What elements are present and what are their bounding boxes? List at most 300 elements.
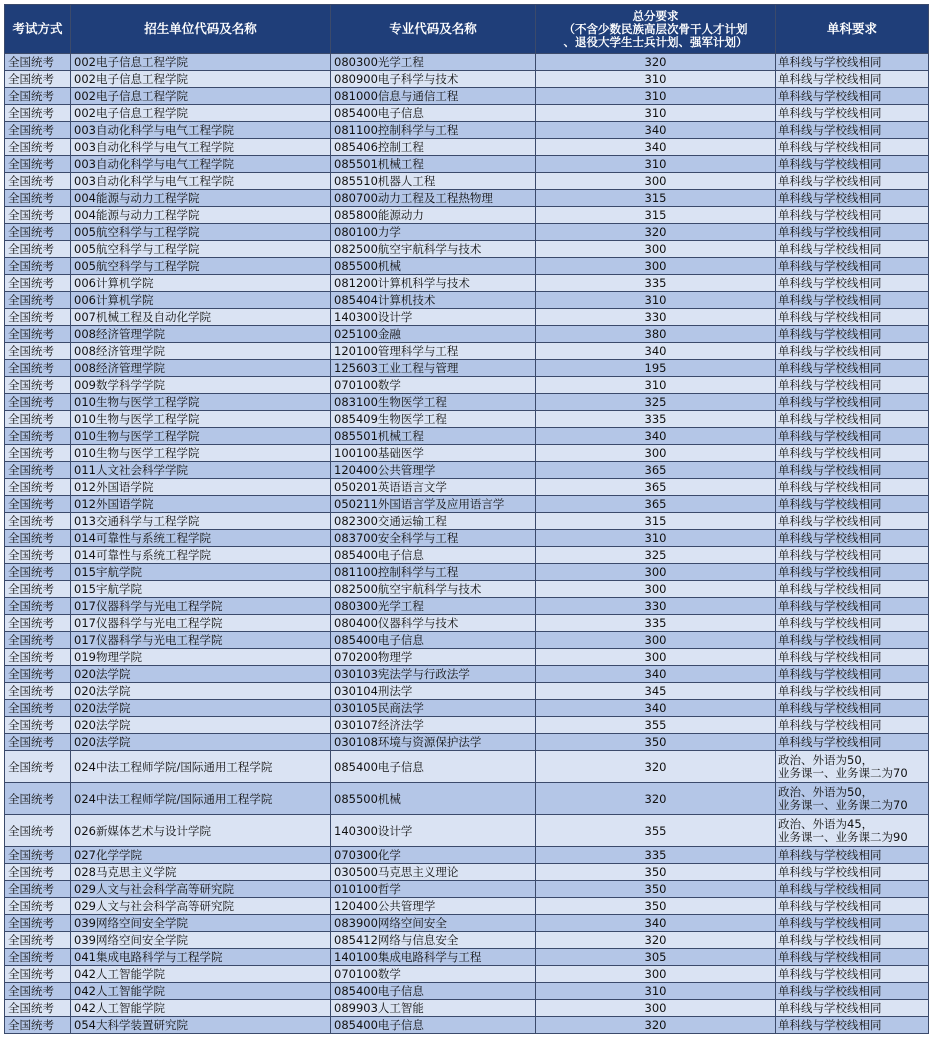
cell-total-score[interactable]: 315 bbox=[536, 513, 776, 530]
cell-exam-method[interactable]: 全国统考 bbox=[5, 479, 71, 496]
cell-major[interactable]: 070300化学 bbox=[331, 847, 536, 864]
cell-single-subject[interactable] bbox=[776, 224, 929, 241]
cell-unit[interactable]: 020法学院 bbox=[71, 717, 331, 734]
cell-unit[interactable]: 006计算机学院 bbox=[71, 292, 331, 309]
cell-total-score[interactable]: 340 bbox=[536, 122, 776, 139]
cell-total-score[interactable]: 320 bbox=[536, 751, 776, 783]
cell-unit[interactable]: 042人工智能学院 bbox=[71, 1000, 331, 1017]
cell-exam-method[interactable]: 全国统考 bbox=[5, 564, 71, 581]
cell-single-subject[interactable] bbox=[776, 105, 929, 122]
cell-exam-method[interactable]: 全国统考 bbox=[5, 649, 71, 666]
cell-major[interactable]: 085501机械工程 bbox=[331, 428, 536, 445]
cell-single-subject[interactable] bbox=[776, 496, 929, 513]
cell-total-score[interactable]: 380 bbox=[536, 326, 776, 343]
cell-total-score[interactable]: 310 bbox=[536, 377, 776, 394]
cell-exam-method[interactable]: 全国统考 bbox=[5, 683, 71, 700]
cell-unit[interactable]: 008经济管理学院 bbox=[71, 360, 331, 377]
cell-exam-method[interactable]: 全国统考 bbox=[5, 275, 71, 292]
cell-major[interactable]: 081100控制科学与工程 bbox=[331, 122, 536, 139]
cell-major[interactable]: 085404计算机技术 bbox=[331, 292, 536, 309]
cell-exam-method[interactable]: 全国统考 bbox=[5, 632, 71, 649]
cell-major[interactable]: 080100力学 bbox=[331, 224, 536, 241]
single-subject-line: 单科线与学校线相同 bbox=[778, 292, 882, 307]
cell-single-subject[interactable] bbox=[776, 864, 929, 881]
cell-unit[interactable]: 054大科学装置研究院 bbox=[71, 1017, 331, 1034]
cell-total-score[interactable]: 320 bbox=[536, 224, 776, 241]
cell-unit[interactable]: 012外国语学院 bbox=[71, 479, 331, 496]
cell-total-score[interactable]: 355 bbox=[536, 815, 776, 847]
cell-single-subject[interactable] bbox=[776, 547, 929, 564]
cell-exam-method[interactable]: 全国统考 bbox=[5, 462, 71, 479]
cell-major[interactable]: 010100哲学 bbox=[331, 881, 536, 898]
cell-total-score[interactable]: 355 bbox=[536, 717, 776, 734]
cell-major[interactable]: 030108环境与资源保护法学 bbox=[331, 734, 536, 751]
cell-major[interactable]: 050211外国语言学及应用语言学 bbox=[331, 496, 536, 513]
cell-unit[interactable]: 007机械工程及自动化学院 bbox=[71, 309, 331, 326]
cell-unit[interactable]: 002电子信息工程学院 bbox=[71, 54, 331, 71]
table-row bbox=[5, 326, 929, 343]
cell-single-subject[interactable] bbox=[776, 649, 929, 666]
cell-major[interactable]: 050201英语语言文学 bbox=[331, 479, 536, 496]
cell-exam-method[interactable]: 全国统考 bbox=[5, 783, 71, 815]
cell-unit[interactable]: 039网络空间安全学院 bbox=[71, 915, 331, 932]
single-subject-line: 单科线与学校线相同 bbox=[778, 966, 882, 981]
cell-major[interactable]: 030105民商法学 bbox=[331, 700, 536, 717]
table-row bbox=[5, 966, 929, 983]
cell-major[interactable]: 120100管理科学与工程 bbox=[331, 343, 536, 360]
cell-unit[interactable]: 003自动化科学与电气工程学院 bbox=[71, 173, 331, 190]
cell-major[interactable]: 085501机械工程 bbox=[331, 156, 536, 173]
cell-exam-method[interactable]: 全国统考 bbox=[5, 343, 71, 360]
cell-total-score[interactable]: 350 bbox=[536, 864, 776, 881]
cell-unit[interactable]: 039网络空间安全学院 bbox=[71, 932, 331, 949]
cell-unit[interactable]: 014可靠性与系统工程学院 bbox=[71, 530, 331, 547]
cell-total-score[interactable]: 320 bbox=[536, 783, 776, 815]
cell-exam-method[interactable]: 全国统考 bbox=[5, 309, 71, 326]
cell-major[interactable]: 140300设计学 bbox=[331, 309, 536, 326]
cell-single-subject[interactable] bbox=[776, 173, 929, 190]
cell-unit[interactable]: 020法学院 bbox=[71, 683, 331, 700]
cell-unit[interactable]: 008经济管理学院 bbox=[71, 326, 331, 343]
cell-exam-method[interactable]: 全国统考 bbox=[5, 547, 71, 564]
cell-single-subject[interactable] bbox=[776, 847, 929, 864]
cell-unit[interactable]: 003自动化科学与电气工程学院 bbox=[71, 139, 331, 156]
cell-total-score[interactable]: 340 bbox=[536, 343, 776, 360]
cell-major[interactable]: 030107经济法学 bbox=[331, 717, 536, 734]
cell-total-score[interactable]: 335 bbox=[536, 847, 776, 864]
cell-exam-method[interactable]: 全国统考 bbox=[5, 71, 71, 88]
cell-single-subject[interactable] bbox=[776, 700, 929, 717]
cell-unit[interactable]: 009数学科学学院 bbox=[71, 377, 331, 394]
cell-unit[interactable]: 020法学院 bbox=[71, 700, 331, 717]
single-subject-line: 政治、外语为50， bbox=[778, 784, 874, 799]
cell-single-subject[interactable] bbox=[776, 88, 929, 105]
cell-total-score[interactable]: 315 bbox=[536, 190, 776, 207]
table-row bbox=[5, 547, 929, 564]
cell-unit[interactable]: 010生物与医学工程学院 bbox=[71, 394, 331, 411]
cell-exam-method[interactable]: 全国统考 bbox=[5, 360, 71, 377]
cell-exam-method[interactable]: 全国统考 bbox=[5, 394, 71, 411]
single-subject-line: 单科线与学校线相同 bbox=[778, 326, 882, 341]
cell-unit[interactable]: 027化学学院 bbox=[71, 847, 331, 864]
cell-total-score[interactable]: 350 bbox=[536, 734, 776, 751]
cell-total-score[interactable]: 365 bbox=[536, 479, 776, 496]
cell-unit[interactable]: 005航空科学与工程学院 bbox=[71, 241, 331, 258]
header-unit[interactable]: 招生单位代码及名称 bbox=[71, 5, 331, 54]
cell-exam-method[interactable]: 全国统考 bbox=[5, 615, 71, 632]
cell-unit[interactable]: 011人文社会科学学院 bbox=[71, 462, 331, 479]
cell-unit[interactable]: 003自动化科学与电气工程学院 bbox=[71, 156, 331, 173]
cell-exam-method[interactable]: 全国统考 bbox=[5, 513, 71, 530]
table-body bbox=[5, 54, 929, 1034]
cell-single-subject[interactable] bbox=[776, 783, 929, 815]
single-subject-line: 单科线与学校线相同 bbox=[778, 1000, 882, 1015]
cell-total-score[interactable]: 310 bbox=[536, 983, 776, 1000]
cell-exam-method[interactable]: 全国统考 bbox=[5, 258, 71, 275]
cell-unit[interactable]: 020法学院 bbox=[71, 666, 331, 683]
cell-unit[interactable]: 006计算机学院 bbox=[71, 275, 331, 292]
single-subject-line: 单科线与学校线相同 bbox=[778, 122, 882, 137]
cell-unit[interactable]: 042人工智能学院 bbox=[71, 983, 331, 1000]
cell-single-subject[interactable] bbox=[776, 292, 929, 309]
cell-exam-method[interactable]: 全国统考 bbox=[5, 734, 71, 751]
cell-single-subject[interactable] bbox=[776, 615, 929, 632]
cell-single-subject[interactable] bbox=[776, 683, 929, 700]
cell-exam-method[interactable]: 全国统考 bbox=[5, 224, 71, 241]
cell-exam-method[interactable]: 全国统考 bbox=[5, 864, 71, 881]
cell-unit[interactable]: 020法学院 bbox=[71, 734, 331, 751]
cell-unit[interactable]: 005航空科学与工程学院 bbox=[71, 224, 331, 241]
cell-total-score[interactable]: 325 bbox=[536, 394, 776, 411]
cell-single-subject[interactable] bbox=[776, 428, 929, 445]
cell-exam-method[interactable]: 全国统考 bbox=[5, 139, 71, 156]
cell-total-score[interactable]: 310 bbox=[536, 105, 776, 122]
cell-single-subject[interactable] bbox=[776, 598, 929, 615]
cell-major[interactable]: 085400电子信息 bbox=[331, 751, 536, 783]
cell-single-subject[interactable] bbox=[776, 717, 929, 734]
header-major[interactable]: 专业代码及名称 bbox=[331, 5, 536, 54]
cell-unit[interactable]: 003自动化科学与电气工程学院 bbox=[71, 122, 331, 139]
cell-single-subject[interactable] bbox=[776, 581, 929, 598]
cell-exam-method[interactable]: 全国统考 bbox=[5, 292, 71, 309]
cell-single-subject[interactable] bbox=[776, 377, 929, 394]
cell-major[interactable]: 085500机械 bbox=[331, 783, 536, 815]
cell-major[interactable]: 085412网络与信息安全 bbox=[331, 932, 536, 949]
cell-exam-method[interactable]: 全国统考 bbox=[5, 717, 71, 734]
cell-exam-method[interactable]: 全国统考 bbox=[5, 966, 71, 983]
cell-major[interactable]: 085510机器人工程 bbox=[331, 173, 536, 190]
cell-unit[interactable]: 015宇航学院 bbox=[71, 581, 331, 598]
cell-total-score[interactable]: 320 bbox=[536, 54, 776, 71]
cell-single-subject[interactable] bbox=[776, 122, 929, 139]
cell-single-subject[interactable] bbox=[776, 241, 929, 258]
cell-exam-method[interactable]: 全国统考 bbox=[5, 666, 71, 683]
cell-exam-method[interactable]: 全国统考 bbox=[5, 122, 71, 139]
single-subject-line: 单科线与学校线相同 bbox=[778, 581, 882, 596]
cell-exam-method[interactable]: 全国统考 bbox=[5, 54, 71, 71]
cell-total-score[interactable]: 300 bbox=[536, 241, 776, 258]
cell-unit[interactable]: 029人文与社会科学高等研究院 bbox=[71, 881, 331, 898]
cell-major[interactable]: 080700动力工程及工程热物理 bbox=[331, 190, 536, 207]
cell-exam-method[interactable]: 全国统考 bbox=[5, 881, 71, 898]
cell-major[interactable]: 085500机械 bbox=[331, 258, 536, 275]
cell-unit[interactable]: 010生物与医学工程学院 bbox=[71, 445, 331, 462]
cell-major[interactable]: 085800能源动力 bbox=[331, 207, 536, 224]
cell-unit[interactable]: 029人文与社会科学高等研究院 bbox=[71, 898, 331, 915]
cell-single-subject[interactable] bbox=[776, 207, 929, 224]
cell-major[interactable]: 085400电子信息 bbox=[331, 547, 536, 564]
cell-single-subject[interactable] bbox=[776, 734, 929, 751]
cell-unit[interactable]: 014可靠性与系统工程学院 bbox=[71, 547, 331, 564]
single-subject-line: 单科线与学校线相同 bbox=[778, 864, 882, 879]
cell-single-subject[interactable] bbox=[776, 513, 929, 530]
cell-single-subject[interactable] bbox=[776, 815, 929, 847]
cell-total-score[interactable]: 345 bbox=[536, 683, 776, 700]
table-row bbox=[5, 343, 929, 360]
cell-single-subject[interactable] bbox=[776, 751, 929, 783]
cell-exam-method[interactable]: 全国统考 bbox=[5, 326, 71, 343]
cell-single-subject[interactable] bbox=[776, 326, 929, 343]
cell-total-score[interactable]: 315 bbox=[536, 207, 776, 224]
cell-total-score[interactable]: 320 bbox=[536, 932, 776, 949]
cell-single-subject[interactable] bbox=[776, 666, 929, 683]
cell-unit[interactable]: 008经济管理学院 bbox=[71, 343, 331, 360]
cell-total-score[interactable]: 325 bbox=[536, 547, 776, 564]
cell-exam-method[interactable]: 全国统考 bbox=[5, 190, 71, 207]
cell-unit[interactable]: 028马克思主义学院 bbox=[71, 864, 331, 881]
cell-single-subject[interactable] bbox=[776, 1017, 929, 1034]
cell-exam-method[interactable]: 全国统考 bbox=[5, 898, 71, 915]
cell-total-score[interactable]: 340 bbox=[536, 428, 776, 445]
cell-major[interactable]: 083700安全科学与工程 bbox=[331, 530, 536, 547]
cell-single-subject[interactable] bbox=[776, 479, 929, 496]
cell-unit[interactable]: 017仪器科学与光电工程学院 bbox=[71, 632, 331, 649]
cell-major[interactable]: 070100数学 bbox=[331, 966, 536, 983]
cell-major[interactable]: 081100控制科学与工程 bbox=[331, 564, 536, 581]
cell-total-score[interactable]: 300 bbox=[536, 445, 776, 462]
cell-unit[interactable]: 010生物与医学工程学院 bbox=[71, 428, 331, 445]
cell-total-score[interactable]: 350 bbox=[536, 881, 776, 898]
cell-major[interactable]: 082500航空宇航科学与技术 bbox=[331, 241, 536, 258]
cell-total-score[interactable]: 300 bbox=[536, 1000, 776, 1017]
cell-major[interactable]: 089903人工智能 bbox=[331, 1000, 536, 1017]
cell-total-score[interactable]: 340 bbox=[536, 915, 776, 932]
cell-single-subject[interactable] bbox=[776, 1000, 929, 1017]
cell-total-score[interactable]: 340 bbox=[536, 700, 776, 717]
cell-single-subject[interactable] bbox=[776, 139, 929, 156]
cell-major[interactable]: 085400电子信息 bbox=[331, 105, 536, 122]
cell-major[interactable]: 085400电子信息 bbox=[331, 983, 536, 1000]
cell-total-score[interactable]: 300 bbox=[536, 649, 776, 666]
cell-major[interactable]: 030103宪法学与行政法学 bbox=[331, 666, 536, 683]
cell-major[interactable]: 082300交通运输工程 bbox=[331, 513, 536, 530]
cell-unit[interactable]: 024中法工程师学院/国际通用工程学院 bbox=[71, 783, 331, 815]
cell-total-score[interactable]: 335 bbox=[536, 411, 776, 428]
cell-unit[interactable]: 004能源与动力工程学院 bbox=[71, 207, 331, 224]
cell-total-score[interactable]: 365 bbox=[536, 496, 776, 513]
cell-major[interactable]: 081000信息与通信工程 bbox=[331, 88, 536, 105]
cell-major[interactable]: 085400电子信息 bbox=[331, 1017, 536, 1034]
cell-total-score[interactable]: 310 bbox=[536, 88, 776, 105]
cell-unit[interactable]: 002电子信息工程学院 bbox=[71, 71, 331, 88]
cell-single-subject[interactable] bbox=[776, 949, 929, 966]
cell-exam-method[interactable]: 全国统考 bbox=[5, 156, 71, 173]
cell-total-score[interactable]: 305 bbox=[536, 949, 776, 966]
cell-exam-method[interactable]: 全国统考 bbox=[5, 173, 71, 190]
cell-single-subject[interactable] bbox=[776, 71, 929, 88]
single-subject-line: 政治、外语为50， bbox=[778, 752, 874, 767]
cell-exam-method[interactable]: 全国统考 bbox=[5, 377, 71, 394]
cell-major[interactable]: 085400电子信息 bbox=[331, 632, 536, 649]
cell-exam-method[interactable]: 全国统考 bbox=[5, 530, 71, 547]
cell-total-score[interactable]: 300 bbox=[536, 173, 776, 190]
cell-exam-method[interactable]: 全国统考 bbox=[5, 445, 71, 462]
cell-total-score[interactable]: 340 bbox=[536, 666, 776, 683]
cell-single-subject[interactable] bbox=[776, 394, 929, 411]
single-subject-line: 单科线与学校线相同 bbox=[778, 343, 882, 358]
cell-single-subject[interactable] bbox=[776, 445, 929, 462]
cell-total-score[interactable]: 320 bbox=[536, 1017, 776, 1034]
cell-exam-method[interactable]: 全国统考 bbox=[5, 496, 71, 513]
cell-unit[interactable]: 012外国语学院 bbox=[71, 496, 331, 513]
cell-major[interactable]: 081200计算机科学与技术 bbox=[331, 275, 536, 292]
cell-major[interactable]: 080400仪器科学与技术 bbox=[331, 615, 536, 632]
cell-total-score[interactable]: 310 bbox=[536, 71, 776, 88]
cell-unit[interactable]: 002电子信息工程学院 bbox=[71, 105, 331, 122]
cell-major[interactable]: 120400公共管理学 bbox=[331, 462, 536, 479]
cell-single-subject[interactable] bbox=[776, 564, 929, 581]
cell-total-score[interactable]: 300 bbox=[536, 564, 776, 581]
cell-major[interactable]: 083100生物医学工程 bbox=[331, 394, 536, 411]
header-exam-method[interactable]: 考试方式 bbox=[5, 5, 71, 54]
cell-single-subject[interactable] bbox=[776, 309, 929, 326]
cell-exam-method[interactable]: 全国统考 bbox=[5, 428, 71, 445]
cell-exam-method[interactable]: 全国统考 bbox=[5, 700, 71, 717]
cell-unit[interactable]: 024中法工程师学院/国际通用工程学院 bbox=[71, 751, 331, 783]
cell-total-score[interactable]: 365 bbox=[536, 462, 776, 479]
cell-total-score[interactable]: 195 bbox=[536, 360, 776, 377]
cell-single-subject[interactable] bbox=[776, 966, 929, 983]
cell-unit[interactable]: 042人工智能学院 bbox=[71, 966, 331, 983]
cell-exam-method[interactable]: 全国统考 bbox=[5, 751, 71, 783]
cell-major[interactable]: 085406控制工程 bbox=[331, 139, 536, 156]
cell-major[interactable]: 120400公共管理学 bbox=[331, 898, 536, 915]
cell-exam-method[interactable]: 全国统考 bbox=[5, 932, 71, 949]
header-single-subject[interactable]: 单科要求 bbox=[776, 5, 929, 54]
cell-exam-method[interactable]: 全国统考 bbox=[5, 847, 71, 864]
cell-major[interactable]: 140100集成电路科学与工程 bbox=[331, 949, 536, 966]
cell-single-subject[interactable] bbox=[776, 190, 929, 207]
cell-total-score[interactable]: 300 bbox=[536, 966, 776, 983]
table-row bbox=[5, 105, 929, 122]
cell-exam-method[interactable]: 全国统考 bbox=[5, 105, 71, 122]
cell-single-subject[interactable] bbox=[776, 530, 929, 547]
cell-major[interactable]: 083900网络空间安全 bbox=[331, 915, 536, 932]
cell-single-subject[interactable] bbox=[776, 632, 929, 649]
cell-total-score[interactable]: 310 bbox=[536, 156, 776, 173]
cell-exam-method[interactable]: 全国统考 bbox=[5, 411, 71, 428]
table-row bbox=[5, 632, 929, 649]
cell-exam-method[interactable]: 全国统考 bbox=[5, 581, 71, 598]
cell-single-subject[interactable] bbox=[776, 462, 929, 479]
cell-single-subject[interactable] bbox=[776, 983, 929, 1000]
cell-major[interactable]: 025100金融 bbox=[331, 326, 536, 343]
cell-unit[interactable]: 002电子信息工程学院 bbox=[71, 88, 331, 105]
cell-major[interactable]: 080900电子科学与技术 bbox=[331, 71, 536, 88]
cell-total-score[interactable]: 330 bbox=[536, 598, 776, 615]
cell-exam-method[interactable]: 全国统考 bbox=[5, 915, 71, 932]
cell-major[interactable]: 125603工业工程与管理 bbox=[331, 360, 536, 377]
cell-total-score[interactable]: 310 bbox=[536, 530, 776, 547]
cell-single-subject[interactable] bbox=[776, 54, 929, 71]
cell-single-subject[interactable] bbox=[776, 411, 929, 428]
cell-major[interactable]: 030104刑法学 bbox=[331, 683, 536, 700]
cell-total-score[interactable]: 300 bbox=[536, 258, 776, 275]
cell-exam-method[interactable]: 全国统考 bbox=[5, 241, 71, 258]
cell-major[interactable]: 080300光学工程 bbox=[331, 598, 536, 615]
cell-major[interactable]: 080300光学工程 bbox=[331, 54, 536, 71]
cell-total-score[interactable]: 350 bbox=[536, 898, 776, 915]
cell-single-subject[interactable] bbox=[776, 156, 929, 173]
cell-major[interactable]: 070100数学 bbox=[331, 377, 536, 394]
cell-major[interactable]: 070200物理学 bbox=[331, 649, 536, 666]
table-row bbox=[5, 54, 929, 71]
table-row bbox=[5, 898, 929, 915]
cell-exam-method[interactable]: 全国统考 bbox=[5, 88, 71, 105]
cell-exam-method[interactable]: 全国统考 bbox=[5, 1000, 71, 1017]
cell-major[interactable]: 085409生物医学工程 bbox=[331, 411, 536, 428]
cell-single-subject[interactable] bbox=[776, 915, 929, 932]
cell-unit[interactable]: 026新媒体艺术与设计学院 bbox=[71, 815, 331, 847]
cell-total-score[interactable]: 340 bbox=[536, 139, 776, 156]
cell-exam-method[interactable]: 全国统考 bbox=[5, 207, 71, 224]
cell-single-subject[interactable] bbox=[776, 932, 929, 949]
cell-total-score[interactable]: 330 bbox=[536, 309, 776, 326]
cell-unit[interactable]: 015宇航学院 bbox=[71, 564, 331, 581]
cell-total-score[interactable]: 335 bbox=[536, 275, 776, 292]
cell-single-subject[interactable] bbox=[776, 360, 929, 377]
cell-unit[interactable]: 005航空科学与工程学院 bbox=[71, 258, 331, 275]
cell-single-subject[interactable] bbox=[776, 898, 929, 915]
cell-exam-method[interactable]: 全国统考 bbox=[5, 949, 71, 966]
cell-total-score[interactable]: 335 bbox=[536, 615, 776, 632]
cell-unit[interactable]: 041集成电路科学与工程学院 bbox=[71, 949, 331, 966]
cell-total-score[interactable]: 310 bbox=[536, 292, 776, 309]
header-total-score[interactable] bbox=[536, 5, 776, 54]
cell-unit[interactable]: 017仪器科学与光电工程学院 bbox=[71, 598, 331, 615]
cell-major[interactable]: 140300设计学 bbox=[331, 815, 536, 847]
cell-unit[interactable]: 010生物与医学工程学院 bbox=[71, 411, 331, 428]
cell-unit[interactable]: 019物理学院 bbox=[71, 649, 331, 666]
cell-unit[interactable]: 013交通科学与工程学院 bbox=[71, 513, 331, 530]
cell-unit[interactable]: 017仪器科学与光电工程学院 bbox=[71, 615, 331, 632]
cell-single-subject[interactable] bbox=[776, 258, 929, 275]
cell-exam-method[interactable]: 全国统考 bbox=[5, 983, 71, 1000]
cell-total-score[interactable]: 300 bbox=[536, 632, 776, 649]
cell-major[interactable]: 082500航空宇航科学与技术 bbox=[331, 581, 536, 598]
table-row bbox=[5, 462, 929, 479]
cell-major[interactable]: 030500马克思主义理论 bbox=[331, 864, 536, 881]
cell-single-subject[interactable] bbox=[776, 881, 929, 898]
cell-exam-method[interactable]: 全国统考 bbox=[5, 598, 71, 615]
cell-single-subject[interactable] bbox=[776, 343, 929, 360]
cell-unit[interactable]: 004能源与动力工程学院 bbox=[71, 190, 331, 207]
cell-single-subject[interactable] bbox=[776, 275, 929, 292]
cell-total-score[interactable]: 300 bbox=[536, 581, 776, 598]
cell-major[interactable]: 100100基础医学 bbox=[331, 445, 536, 462]
cell-exam-method[interactable]: 全国统考 bbox=[5, 1017, 71, 1034]
cell-exam-method[interactable]: 全国统考 bbox=[5, 815, 71, 847]
